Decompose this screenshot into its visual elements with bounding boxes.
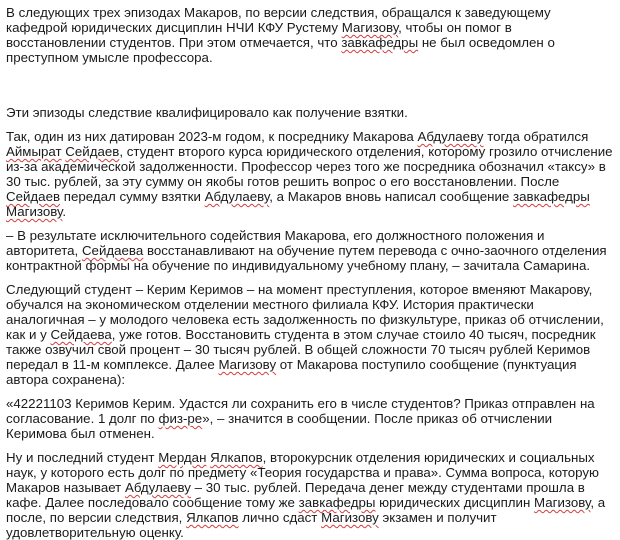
- spellcheck-flagged-word: Абдулаеву: [417, 129, 484, 144]
- text-run: , уже готов. Восстановить студента в этом случае стоило 40 тысяч, посредник также озвучил свой процент – 30 тысяч рублей. В общей сложности 70 тысяч рублей Керимов передал в 11-м комплексе. Далее: [6, 327, 596, 372]
- spellcheck-flagged-word: Магизову: [341, 20, 399, 35]
- text-run: В следующих трех эпизодах Макаров, по версии следствия, обращался к заведующему кафедрой юридических дисциплин НЧИ КФУ Рустему: [6, 5, 551, 35]
- spellcheck-flagged-word: Магизову: [534, 495, 591, 510]
- text-run: – 30 тыс. рублей. Передача денег между студентами прошла в кафе. Далее последовало сообщение тому же: [6, 480, 585, 510]
- spellcheck-flagged-word: Сейдаева: [81, 243, 144, 258]
- text-run: экзамен и получит удовлетворительную оценку.: [6, 510, 497, 540]
- text-run: , студент второго курса юридического отделения, которому грозило отчисление из-за академической задолженности. Профессор через того же посредника обозначил «таксу» в 30 тыс. рублей, за эту сумму он якобы готов решить вопрос о его восстановлении. После: [6, 144, 613, 189]
- paragraph-6: [6, 396, 614, 441]
- text-run: передал сумму взятки: [60, 189, 205, 204]
- text-run: лично сдаст: [238, 510, 322, 525]
- text-run: Эти эпизоды следствие квалифицировало как получение взятки.: [6, 105, 408, 120]
- text-run: », – значится в сообщении. После приказ об отчислении Керимова был отменен.: [6, 411, 553, 441]
- text-run: «42221103 Керимов Керим. Удастся ли сохранить его в числе студентов? Приказ отправлен на согласование. 1 долг по: [6, 396, 595, 426]
- paragraph-3: [6, 129, 614, 219]
- text-run: , а Макаров вновь написал сообщение: [269, 189, 514, 204]
- text-run: , а после, по версии следствия,: [6, 495, 606, 525]
- spellcheck-flagged-word: Магизову: [218, 357, 277, 372]
- text-run: Ну и последний студент: [6, 450, 159, 465]
- spellcheck-flagged-word: Аймырат: [6, 144, 62, 159]
- spellcheck-flagged-word: физ-ре: [158, 411, 203, 426]
- text-run: , второкурсник отделения юридических и социальных наук, у которого есть долг по предмету «Теория государства и права». Сумма вопроса, которую Макаров называет: [6, 450, 600, 495]
- spellcheck-flagged-word: Ялкапов: [210, 450, 263, 465]
- text-run: Следующий студент – Керим Керимов – на момент преступления, которое вменяют Макарову, обучался на экономическом отделении местного филиала КФУ. История практически аналогичная – у молодого человека есть задолженность по физкультуре, приказ об отчислении, как и у: [6, 282, 604, 342]
- spellcheck-flagged-word: Сейдаев: [65, 144, 120, 159]
- paragraph-2: [6, 105, 614, 120]
- text-run: – В результате исключительного содействия Макарова, его должностного положения и авторитета,: [6, 228, 545, 258]
- text-run: юридических дисциплин: [375, 495, 535, 510]
- text-run: от Макарова поступило сообщение (пунктуация автора сохранена):: [6, 357, 577, 387]
- text-run: не был осведомлен о преступном умысле профессора.: [6, 35, 555, 65]
- spellcheck-flagged-word: Сейдаева: [50, 327, 112, 342]
- text-run: , чтобы он помог в восстановлении студентов. При этом отмечается, что: [6, 20, 512, 50]
- spellcheck-flagged-word: завкафедры: [298, 495, 376, 510]
- spellcheck-flagged-word: Ялкапов: [186, 510, 239, 525]
- spellcheck-flagged-word: Сейдаев: [6, 189, 61, 204]
- spellcheck-flagged-word: завкафедры: [341, 35, 419, 50]
- spellcheck-flagged-word: Магизову: [321, 510, 379, 525]
- paragraph-5: [6, 282, 614, 387]
- text-run: .: [62, 204, 67, 219]
- paragraph-7: [6, 450, 614, 540]
- text-run: тогда обратился: [483, 129, 589, 144]
- spellcheck-flagged-word: Магизову: [6, 204, 63, 219]
- paragraph-1: [6, 5, 614, 65]
- spellcheck-flagged-word: Абдулаеву: [204, 189, 270, 204]
- spellcheck-flagged-word: завкафедры: [513, 189, 590, 204]
- spellcheck-flagged-word: Мердан: [158, 450, 207, 465]
- text-run: восстанавливают на обучение путем перевода с очно-заочного отделения контрактной формы на обучение по индивидуальному учебному плану, – зачитала Самарина.: [6, 243, 607, 273]
- spellcheck-flagged-word: Абдулаеву: [124, 480, 191, 495]
- text-run: Так, один из них датирован 2023-м годом, к посреднику Макарова: [6, 129, 418, 144]
- paragraph-4: [6, 228, 614, 273]
